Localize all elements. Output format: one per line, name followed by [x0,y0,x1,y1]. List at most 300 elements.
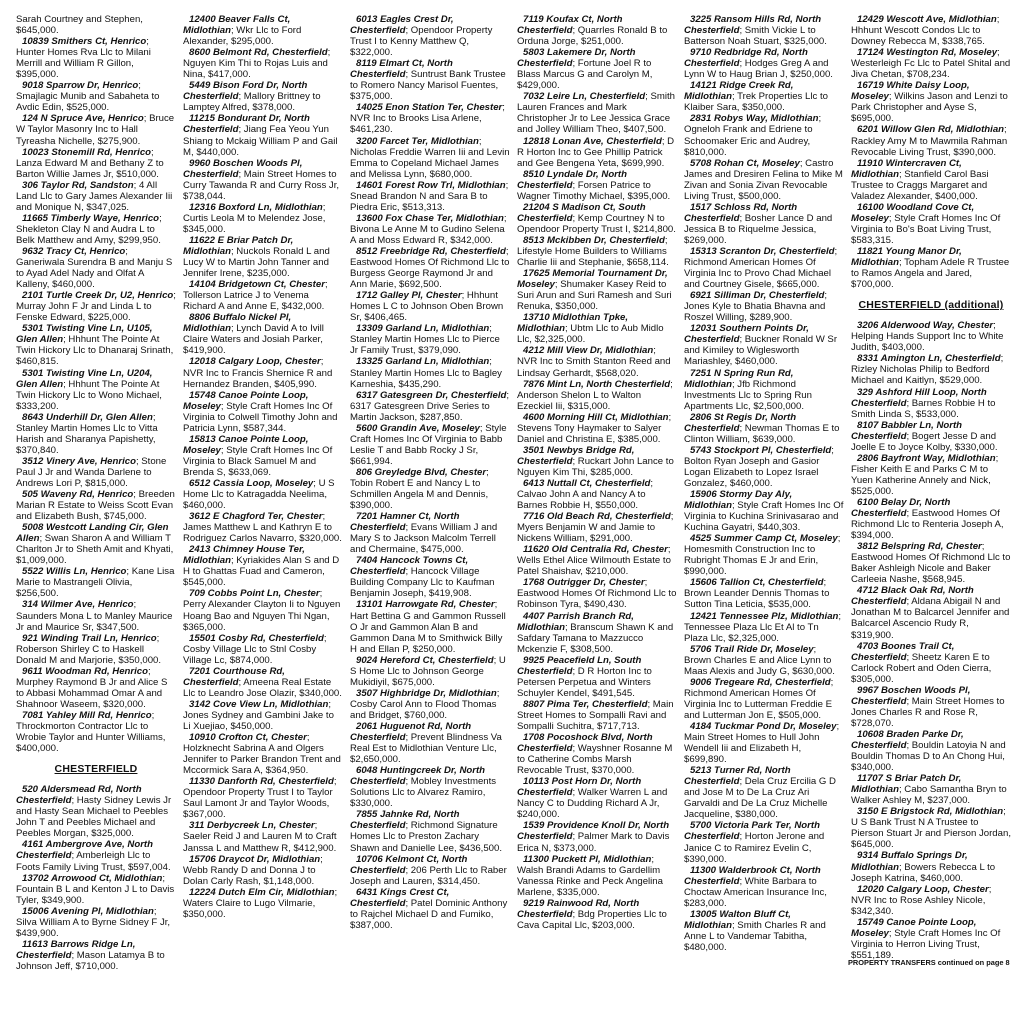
transfer-details: ; Holzknecht Sabrina A and Olgers Jennifer to Parker Brandon Trent and Mccormick Sara A, $364,950. [183,732,341,777]
property-transfer-entry [16,666,176,710]
transfer-details: ; Eastwood Homes Of Richmond Llc to Burgess George Raymond Jr and Ann Marie, $692,500. [350,245,510,291]
property-address: 13101 Harrowgate Rd, Chester [356,599,495,611]
property-transfer-entry [851,850,1011,883]
transfer-details: ; Topham Adele R Trustee to Ramos Angela and Jared, $700,000. [851,257,1010,291]
property-transfer-entry [183,588,343,632]
property-address: 9018 Sparrow Dr, Henrico [22,80,139,92]
property-transfer-entry [851,420,1011,453]
property-transfer-entry [350,246,510,290]
transfer-details: ; Ubtm Llc to Aub Midlo Llc, $2,325,000. [517,323,664,346]
transfer-details: ; Bowers Rebecca L to Joseph Katrina, $460,000. [851,861,996,884]
transfer-details: ; Wilkins Jason and Lenzi to Park Christopher and Ayse S, $695,000. [851,91,1008,125]
property-address: 12020 Calgary Loop, Chester [857,883,989,895]
property-transfer-entry [183,820,343,853]
property-address: 3507 Highbridge Dr, Midlothian [356,687,497,699]
property-address: 7119 Koufax Ct, North Chesterfield [517,14,623,37]
property-transfer-entry [16,784,176,839]
property-transfer-entry [350,511,510,555]
transfer-details: ; Stevens Tony Haymaker to Salyer Daniel and Christina E, $385,000. [517,411,672,445]
property-transfer-entry [16,939,176,972]
transfer-details: ; Amberleigh Llc to Foots Family Living Trust, $597,004. [16,850,171,873]
transfer-details: ; Swan Sharon A and William T Charlton Jr to Sheth Amit and Khyati, $1,009,000. [16,533,174,567]
property-transfer-entry [350,102,510,135]
transfer-details: ; Hart Bettina G and Gammon Russell O Jr and Gammon Alan B and Gammon Dana M to Smithwick Billy H and Ellan P, $250,000. [350,599,506,655]
property-transfer-entry [517,854,677,898]
transfer-details: ; Bruce W Taylor Masonry Inc to Hall Tyreasha Nichelle, $275,900. [16,113,175,147]
property-address: 17124 Westington Rd, Moseley [857,47,998,59]
transfer-details: ; Jfb Richmond Investments Llc to Spring Run Apartments Llc, $2,500,000. [684,378,812,412]
property-address: 15706 Draycot Dr, Midlothian [189,853,321,865]
property-address: 306 Taylor Rd, Sandston [22,179,134,191]
transfer-details: ; U S Home Llc to Johnson George Mukidiyil, $675,000. [350,654,506,688]
property-transfer-entry [16,710,176,754]
property-address: 8643 Underhill Dr, Glen Allen [22,411,153,423]
property-address: 8331 Amington Ln, Chesterfield [857,353,1001,365]
property-transfer-entry [684,765,844,820]
transfer-details: ; Saeler Reid J and Lauren M to Craft Janssa L and Matthew R, $412,900. [183,820,337,854]
transfer-details: ; Dela Cruz Ercilia G D and Jose M to De La Cruz Ari Garvaldi and De La Cruz Michelle Jacqueline, $380,000. [684,776,836,821]
property-address: 2101 Turtle Creek Dr, U2, Henrico [22,290,174,302]
property-address: 12224 Dutch Elm Cir, Midlothian [189,886,335,898]
property-address: 5803 Lakemere Dr, North Chesterfield [517,47,636,70]
property-transfer-entry [16,14,176,36]
transfer-details: ; Wayshner Rosanne M to Catherine Combs Marsh Revocable Trust, $370,000. [517,743,673,777]
transfer-details: ; Richmond Signature Homes Llc to Preston Zachary Shawn and Danielle Lee, $436,500. [350,820,503,854]
property-transfer-entry [16,522,176,566]
property-address: 13710 Midlothian Tpke, Midlothian [517,312,629,335]
transfer-details: ; Fortune Joel R to Blass Marcus G and Carolyn M, $429,000. [517,58,653,92]
property-transfer-entry [684,202,844,246]
property-transfer-entry [517,820,677,853]
property-transfer-entry [350,390,510,423]
transfer-details: ; Bogert Jesse D and Joelle E to Joyce Kolby, $330,000. [851,430,998,453]
transfer-details: ; Style Craft Homes Inc Of Virginia to Babb Leslie T and Babb Rocky J Sr, $661,994. [350,422,507,467]
property-address: 311 Derbycreek Ln, Chester [189,820,315,832]
transfer-details: ; Trek Properties Llc to Klaiber Sara, $350,000. [684,91,828,114]
transfer-details: ; Anderson Shelon L to Walton Ezeckiel Iii, $315,000. [517,378,673,412]
property-address: 314 Wilmer Ave, Henrico [22,599,134,611]
transfer-details: ; Eastwood Homes Of Richmond Llc to Baker Ashleigh Nicole and Baker Carleeia Nashe, $568,945. [851,541,1011,586]
property-address: 7404 Hancock Towns Ct, Chesterfield [350,555,469,578]
transfer-details: ; Ganeriwala Surendra B and Manju S to Ayad Adel Nady and Olfat A Kalleny, $460,000. [16,245,173,291]
property-address: 9960 Boschen Woods Pl, Chesterfield [183,157,303,180]
property-address: 8513 Mckibben Dr, Chesterfield [523,234,665,246]
transfer-details: ; Rizley Nicholas Philip to Bedford Michael and Kaitlyn, $529,000. [851,353,1004,387]
property-transfer-entry [851,124,1011,157]
property-address: 5706 Trail Ride Dr, Moseley [690,643,814,655]
property-address: 12031 Southern Points Dr, Chesterfield [684,323,809,346]
property-address: 4600 Morning Hill Ct, Midlothian [523,411,669,423]
property-transfer-entry [851,641,1011,685]
transfer-details: ; Hhhunt The Pointe At Twin Hickory Llc to Wono Michael, $333,200. [16,378,162,412]
transfer-details: ; Mobley Investments Solutions Llc to Alvarez Ramiro, $330,000. [350,776,497,810]
transfer-details: ; Hancock Village Building Company Llc to Kaufman Benjamin Joseph, $419,908. [350,566,495,600]
transfer-details: ; Style Craft Homes Inc Of Virginia to Colwell Timothy John and Patricia Lynn, $587,344. [183,400,338,434]
transfer-details: ; Horton Jerone and Janice C to Ramirez Evelin C, $390,000. [684,831,825,865]
property-transfer-entry [16,599,176,632]
property-transfer-entry [851,729,1011,773]
property-transfer-entry [16,633,176,666]
transfer-details: ; Wkr Llc to Ford Alexander, $295,000. [183,25,302,48]
property-transfer-entry [183,511,343,544]
property-transfer-entry [851,387,1011,420]
transfer-details: ; Webb Randy D and Donna J to Dolan Carly Rash, $1,148,000. [183,853,323,887]
transfer-details: ; Nicholas Freddie Warren Iii and Levin Emma to Copeland Michael James and Melissa Lynn, $680,000. [350,135,510,180]
property-transfer-entry [851,585,1011,640]
property-address: 6048 Huntingcreek Dr, North Chesterfield [350,765,486,788]
property-transfer-entry [183,158,343,202]
transfer-details: ; Cabo Samantha Bryn to Walker Ashley M, $237,000. [851,784,1007,807]
transfer-details: ; Stanley Martin Homes Llc to Pierce Jr Family Trust, $379,090. [350,323,500,357]
property-transfer-entry [183,633,343,666]
property-transfer-entry [183,279,343,312]
transfer-details: ; NVR Inc to Rose Ashley Nicole, $342,340. [851,883,992,917]
property-transfer-entry [851,80,1011,124]
property-transfer-entry [851,685,1011,729]
property-address: 7032 Leire Ln, Chesterfield [523,91,646,103]
property-transfer-entry [183,887,343,920]
property-transfer-entry [851,453,1011,497]
transfer-details: ; Murphey Raymond B Jr and Alice S to Abbasi Mohammad Omar A and Shahnoor Waseem, $320,000. [16,665,168,710]
transfer-details: ; Cosby Village Llc to Stnl Cosby Village Lc, $874,000. [183,632,327,666]
property-address: 13325 Garland Ln, Midlothian [356,356,490,368]
transfer-details: ; Hunter Homes Rva Llc to Milani Merrill and William R Gillon, $395,000. [16,36,151,81]
property-transfer-entry [183,732,343,776]
transfer-details: ; Castro James and Dresiren Felina to Mike M Zivan and Sonia Zivan Revocable Living Trust, $500,000. [684,157,843,202]
property-address: 1712 Galley Pl, Chester [356,290,462,302]
property-address: 10706 Kelmont Ct, North Chesterfield [350,853,468,876]
transfer-details: ; Fountain B L and Kenton J L to Davis Tyler, $349,900. [16,872,175,906]
property-transfer-entry [517,544,677,577]
property-address: 3142 Cove View Ln, Midlothian [189,698,329,710]
property-address: 3206 Alderwood Way, Chester [857,320,994,332]
property-address: 8119 Elmart Ct, North Chesterfield [350,58,453,81]
property-address: 13702 Arrowood Ct, Midlothian [22,872,163,884]
transfer-details: ; Richmond American Homes Of Virginia Inc to Lutterman Freddie E and Lutterman Jon E, $505,000. [684,676,834,721]
property-transfer-entry [183,202,343,235]
property-address: 6413 Nuttall Ct, Chesterfield [523,477,651,489]
transfer-details: ; Lynch David A to Ivill Claire Waters and Josiah Parker, $419,900. [183,323,324,357]
property-address: 11300 Puckett Pl, Midlothian [523,853,652,865]
transfer-details: ; Quarrles Ronald B to Orduna Jorge, $251,000. [517,25,668,48]
transfer-details: ; Hhhunt Homes L C to Johnson Oben Brown Sr, $406,465. [350,290,504,324]
transfer-details: ; Barnes Robbie H to Smith Linda S, $533,000. [851,397,996,420]
property-transfer-entry [684,445,844,489]
transfer-details: ; Stone Paul J Jr and Wanda Darlene to Andrews Lori P, $815,000. [16,455,167,489]
property-address: 10839 Smithers Ct, Henrico [22,36,147,48]
transfer-details: ; Buckner Ronald W Sr and Kimiley to Wiglesworth Mariashley, $460,000. [684,334,838,368]
property-address: 17625 Memorial Tournament Dr, Moseley [517,268,668,291]
transfer-details: ; Eastwood Homes Of Richmond Llc to Robinson Tyra, $490,430. [517,577,677,611]
property-address: 7716 Old Beach Rd, Chesterfield [523,511,671,523]
property-address: 8807 Pima Ter, Chesterfield [523,698,648,710]
transfer-details: ; U S Bank Trust N A Trustee to Pierson Stuart Jr and Pierson Jordan, $645,000. [851,806,1011,851]
transfer-details: ; Style Craft Homes Inc Of Virginia to Black Samuel M and Brenda S, $633,069. [183,444,333,478]
transfer-details: ; Wells Ethel Alice Wilmouth Estate to Patel Shaishav, $210,000. [517,544,671,578]
property-transfer-entry [684,80,844,113]
property-address: 12429 Wescott Ave, Midlothian [857,14,997,25]
property-transfer-entry [517,577,677,610]
transfer-details: ; Sheetz Karen E to Carlock Robert and Oden Cierra, $305,000. [851,651,992,685]
column-3 [350,14,510,931]
transfer-details: ; Tollerson Latrice J to Venema Richard A and Anne E, $432,000. [183,279,328,313]
transfer-details: ; NVR Inc to Francis Shernice R and Hernandez Branden, $405,990. [183,356,333,390]
property-transfer-entry [517,235,677,268]
property-address: 11707 S Briar Patch Dr, Midlothian [851,773,962,796]
property-transfer-entry [517,14,677,47]
property-address: 4212 Mill View Dr, Midlothian [523,345,654,357]
transfer-details: ; Suntrust Bank Trustee to Romero Nancy Marisol Fuentes, $375,000. [350,69,506,103]
property-address: 21204 S Madison Ct, South Chesterfield [517,201,646,224]
transfer-details: ; Hasty Sidney Lewis Jr and Hasty Sean Michael to Peebles John T and Peebles Michael and Peebles Morgan, $325,000. [16,795,172,840]
property-transfer-entry [684,290,844,323]
property-transfer-entry [684,412,844,445]
property-address: 5213 Turner Rd, North Chesterfield [684,765,791,788]
transfer-details: ; Forsen Patrice to Wagner Timothy Michael, $395,000. [517,179,671,202]
property-transfer-entry [183,478,343,511]
transfer-details: ; Richmond American Homes Of Virginia Inc to Provo Chad Michael and Courtney Gisele, $665,000. [684,245,838,291]
property-transfer-entry [16,213,176,246]
transfer-details: ; Nuckols Ronald L and Lucy W to Martin John Tanner and Jennifer Irene, $235,000. [183,245,330,280]
transfer-details: ; Jiang Fea Yeou Yun Shiang to Mckaig William P and Gail M, $440,000. [183,124,338,158]
property-address: 14601 Forest Row Trl, Midlothian [356,179,506,191]
property-transfer-entry [517,412,677,445]
property-transfer-entry [851,158,1011,202]
property-address: 7081 Yahley Mill Rd, Henrico [22,709,152,721]
property-address: 3612 E Chagford Ter, Chester [189,511,323,523]
property-address: 5301 Twisting Vine Ln, U204, Glen Allen [16,367,153,390]
transfer-details: ; 4 All Land Llc to Gary James Alexander Iii and Monique N, $347,025. [16,179,173,213]
column-5 [684,14,844,953]
property-transfer-entry [183,776,343,820]
transfer-details: ; Stanfield Carol Basi Trustee to Craggs Margaret and Valadez Alexander, $400,000. [851,168,989,202]
property-transfer-entry [517,511,677,544]
property-transfer-entry [684,113,844,157]
transfer-details: ; Tobin Robert E and Nancy L to Schmillen Angela M and Dennis, $390,000. [350,466,489,512]
transfer-details: ; Cosby Carol Ann to Flood Thomas and Bridget, $760,000. [350,687,500,721]
property-transfer-entry [16,489,176,522]
section-heading: CHESTERFIELD [54,763,138,776]
transfer-details: ; Jones Sydney and Gambini Jake to Li Xuejiao, $450,000. [183,698,334,732]
transfer-details: ; Shumaker Kasey Reid to Suri Arun and Suri Ramesh and Suri Renuka, $350,000. [517,279,672,313]
property-transfer-entry [350,721,510,765]
transfer-details: ; Branscum Shawn K and Safdary Tamana to Mazzucco Mckenzie F, $308,500. [517,621,674,655]
property-transfer-entry [183,854,343,887]
transfer-details: ; Hodges Greg A and Lynn W to Haug Brian J, $250,000. [684,58,833,81]
property-transfer-entry [350,688,510,721]
property-transfer-entry [517,655,677,699]
property-address: 10113 Post Horn Dr, North Chesterfield [517,776,642,799]
property-address: 1539 Providence Knoll Dr, North Chesterfield [517,820,670,843]
property-address: 124 N Spruce Ave, Henrico [22,113,144,125]
property-address: 709 Cobbs Point Ln, Chester [189,588,320,600]
property-transfer-entry [851,202,1011,246]
transfer-details: ; Fisher Keith E and Parks C M to Yuen Katherine Annely and Nick, $525,000. [851,452,999,497]
transfer-details: ; Eastwood Homes Of Richmond Llc to Renteria Joseph A, $394,000. [851,508,1004,542]
property-transfer-entry [183,14,343,47]
property-address: 6512 Cassia Loop, Moseley [189,477,314,489]
property-transfer-entry [851,773,1011,806]
property-address: 5600 Grandin Ave, Moseley [356,422,480,434]
property-address: 7201 Courthouse Rd, Chesterfield [183,665,285,688]
property-address: 2806 Bayfront Way, Midlothian [857,452,996,464]
property-transfer-entry [183,80,343,113]
property-address: 9006 Tregeare Rd, Chesterfield [690,676,831,688]
transfer-details: ; Prevent Blindness Va Real Est to Midlothian Venture Llc, $2,650,000. [350,732,502,766]
property-address: 4407 Parrish Branch Rd, Midlothian [517,610,634,633]
property-transfer-entry [16,80,176,113]
property-transfer-entry [16,873,176,906]
property-transfer-entry [183,312,343,356]
property-address: 2061 Huguenot Rd, North Chesterfield [350,721,472,744]
transfer-details: ; Aldana Abigail N and Jonathan M to Balcarcel Jennifer and Balcarcel Ascencio Rudy R, $319,900. [851,596,1010,641]
property-transfer-entry [517,345,677,378]
transfer-details: ; Walker Warren L and Nancy C to Dudding Richard A Jr, $240,000. [517,787,668,821]
property-address: 5522 Willis Ln, Henrico [22,566,127,578]
transfer-details: ; Lanza Edward M and Bethany Z to Barton Willie James Jr, $510,000. [16,146,164,180]
property-address: 6431 Kings Crest Ct, Chesterfield [350,886,450,909]
property-address: 15906 Stormy Day Aly, Midlothian [684,489,793,512]
transfer-details: ; Helping Hands Support Inc to White Judith, $403,000. [851,320,1004,354]
property-address: 2806 St Regis Dr, North Chesterfield [684,411,797,434]
transfer-details: ; Mason Latamya B to Johnson Jeff, $710,000. [16,949,165,972]
property-address: 12400 Beaver Falls Ct, Midlothian [183,14,291,37]
property-transfer-entry [16,368,176,412]
property-transfer-entry [684,721,844,765]
property-address: 9925 Peacefield Ln, South Chesterfield [517,654,642,677]
property-address: 3501 Newbys Bridge Rd, Chesterfield [517,444,635,467]
property-address: 520 Aldersmead Rd, North Chesterfield [16,784,142,807]
transfer-details: ; Smajlagic Munib and Sabaheta to Avdic Edin, $525,000. [16,80,160,114]
transfer-details: ; Style Craft Homes Inc Of Virginia to Herron Living Trust, $551,189. [851,927,1001,961]
transfer-details: ; Breeden Marian R Estate to Weiss Scott Evan and Elizabeth Bush, $745,000. [16,489,175,523]
property-transfer-entry [16,246,176,290]
property-transfer-entry [183,356,343,389]
property-address: 14104 Bridgetown Ct, Chester [189,279,325,291]
property-transfer-entry [350,555,510,599]
property-address: 15606 Tallion Ct, Chesterfield [690,577,824,589]
property-address: 4703 Boones Trail Ct, Chesterfield [851,640,955,663]
property-address: 11300 Walderbrook Ct, North Chesterfield [684,864,821,887]
property-transfer-entry [851,884,1011,917]
property-transfer-entry [350,467,510,511]
property-transfer-entry [684,677,844,721]
property-address: 11330 Danforth Rd, Chesterfield [189,776,334,788]
property-address: 16719 White Daisy Loop, Moseley [851,80,970,103]
property-transfer-entry [684,14,844,47]
transfer-details: ; Main Street Homes to Hull John Wendell Iii and Elizabeth H, $699,890. [684,721,840,766]
property-address: 5449 Bison Ford Dr, North Chesterfield [183,80,308,103]
property-address: 13309 Garland Ln, Midlothian [356,323,490,335]
transfer-details: ; D R Horton Inc to Petersen Perpetua and Winters Schuyler Kendel, $491,545. [517,665,652,699]
property-transfer-entry [517,898,677,931]
property-address: 3512 Vinery Ave, Henrico [22,455,136,467]
transfer-details: ; Jones Kyle to Bhatia Bhavna and Roszel Willing, $289,900. [684,290,828,324]
property-transfer-entry [684,47,844,80]
transfer-details: ; Smith Charles R and Anne L to Vandemar Tabitha, $480,000. [684,919,826,953]
property-transfer-entry [851,320,1011,353]
transfer-details: ; Waters Claire to Lugo Vilmarie, $350,000. [183,886,338,920]
transfer-details: ; Throckmorton Contractor Llc to Wrobie Taylor and Hunter Williams, $400,000. [16,709,166,755]
property-address: 806 Greyledge Blvd, Chester [356,466,487,478]
transfer-details: ; Walsh Brandi Adams to Gardellim Vanessa Rinke and Peck Angelina Marlene, $335,000. [517,853,663,898]
property-transfer-entry [517,136,677,169]
property-address: 7201 Hamner Ct, North Chesterfield [350,511,460,534]
property-transfer-entry [183,113,343,157]
transfer-details: ; Saunders Mona L to Manley Maurice Jr and Maurice Sr, $347,500. [16,599,173,633]
property-address: 9967 Boschen Woods Pl, Chesterfield [851,684,971,707]
transfer-details: ; Roberson Shirley C to Haskell Donald M and Marjorie, $350,000. [16,632,162,666]
property-transfer-entry [684,533,844,577]
property-transfer-entry [851,14,1011,47]
property-transfer-entry [517,699,677,732]
property-transfer-entry [684,820,844,864]
property-transfer-entry [517,611,677,655]
column-6 [851,14,1011,961]
property-address: 10608 Braden Parke Dr, Chesterfield [851,728,964,751]
property-transfer-entry [350,599,510,654]
transfer-details: ; Hhhunt Wescott Condos Llc to Downey Rebecca M, $338,765. [851,14,1000,48]
property-transfer-entry [16,147,176,180]
transfer-details: ; Opendoor Property Trust I to Taylor Saul Lamont Jr and Taylor Woods, $367,000. [183,776,337,821]
transfer-details: ; Curtis Leola M to Melendez Jose, $345,000. [183,201,326,235]
property-address: 3812 Belspring Rd, Chester [857,541,982,553]
property-transfer-entry [851,917,1011,961]
property-transfer-entry [851,806,1011,850]
property-transfer-entry [851,246,1011,290]
transfer-details: ; Style Craft Homes Inc Of Virginia to Kuchina Srinivasarao and Kuchina Gayatri, $440,303. [684,500,844,534]
property-address: 4184 Tuckmar Pond Dr, Moseley [690,721,837,732]
transfer-details: ; Style Craft Homes Inc Of Virginia to Bo's Boat Living Trust, $583,315. [851,212,1001,246]
property-address: 5708 Rohan Ct, Moseley [690,157,800,169]
property-address: 12818 Lonan Ave, Chesterfield [523,135,662,147]
transfer-details: ; Snead Brandon N and Sara B to Piedra Eric, $513,313. [350,179,509,213]
property-address: 5008 Westcott Landing Cir, Glen Allen [16,522,169,545]
property-transfer-entry [16,113,176,146]
property-address: 15813 Canoe Pointe Loop, Moseley [183,433,309,456]
property-address: 14025 Enon Station Ter, Chester [356,102,503,114]
continued-note: PROPERTY TRANSFERS continued on page 8 [848,958,1010,967]
property-address: 8806 Buffalo Nickel Pl, Midlothian [183,312,292,335]
transfer-details: ; 206 Perth Llc to Raber Joseph and Lauren, $314,450. [350,864,507,887]
property-transfer-entry [183,390,343,434]
transfer-details: ; Lifestyle Home Builders to Williams Charlie Iii and Stephanie, $658,114. [517,234,669,269]
transfer-details: ; Bolton Ryan Joseph and Gasior Logan Elizabeth to Lopez Israel Gonzalez, $460,000. [684,444,834,489]
property-address: 11821 Young Manor Dr, Midlothian [851,245,962,269]
property-address: 15748 Canoe Pointe Loop, Moseley [183,389,309,412]
transfer-details: ; Murray John F Jr and Linda L to Fenske Edward, $225,000. [16,290,176,324]
property-transfer-entry [517,312,677,345]
property-transfer-entry [16,36,176,80]
transfer-details: ; Bouldin Latoyia N and Bouldin Thomas D to An Chong Hui, $340,000. [851,740,1006,774]
property-transfer-entry [183,699,343,732]
section-heading: CHESTERFIELD (additional) [858,299,1004,312]
property-address: 12316 Boxford Ln, Midlothian [189,201,323,213]
property-address: 1768 Outrigger Dr, Chester [523,577,645,589]
property-address: 4525 Summer Camp Ct, Moseley [690,533,838,545]
property-address: 8107 Babbler Ln, North Chesterfield [851,419,963,442]
transfer-details: ; Kyriakides Alan S and D H to Ghattas Fuad and Cameron, $545,000. [183,555,340,589]
property-address: 7251 N Spring Run Rd, Midlothian [684,367,794,390]
transfer-details: ; NVR Inc to Smith Stanton Reed and Lindsay Gerhardt, $568,020. [517,345,671,379]
property-transfer-entry [350,58,510,102]
property-transfer-entry [16,456,176,489]
property-address: 5700 Victoria Park Ter, North Chesterfield [684,820,820,843]
property-transfer-entry [16,323,176,367]
property-address: 11910 Wintercraven Ct, Midlothian [851,157,962,180]
transfer-details: ; White Barbara to Choctaw American Insurance Inc, $283,000. [684,875,827,909]
property-address: 9024 Hereford Ct, Chesterfield [356,654,494,666]
